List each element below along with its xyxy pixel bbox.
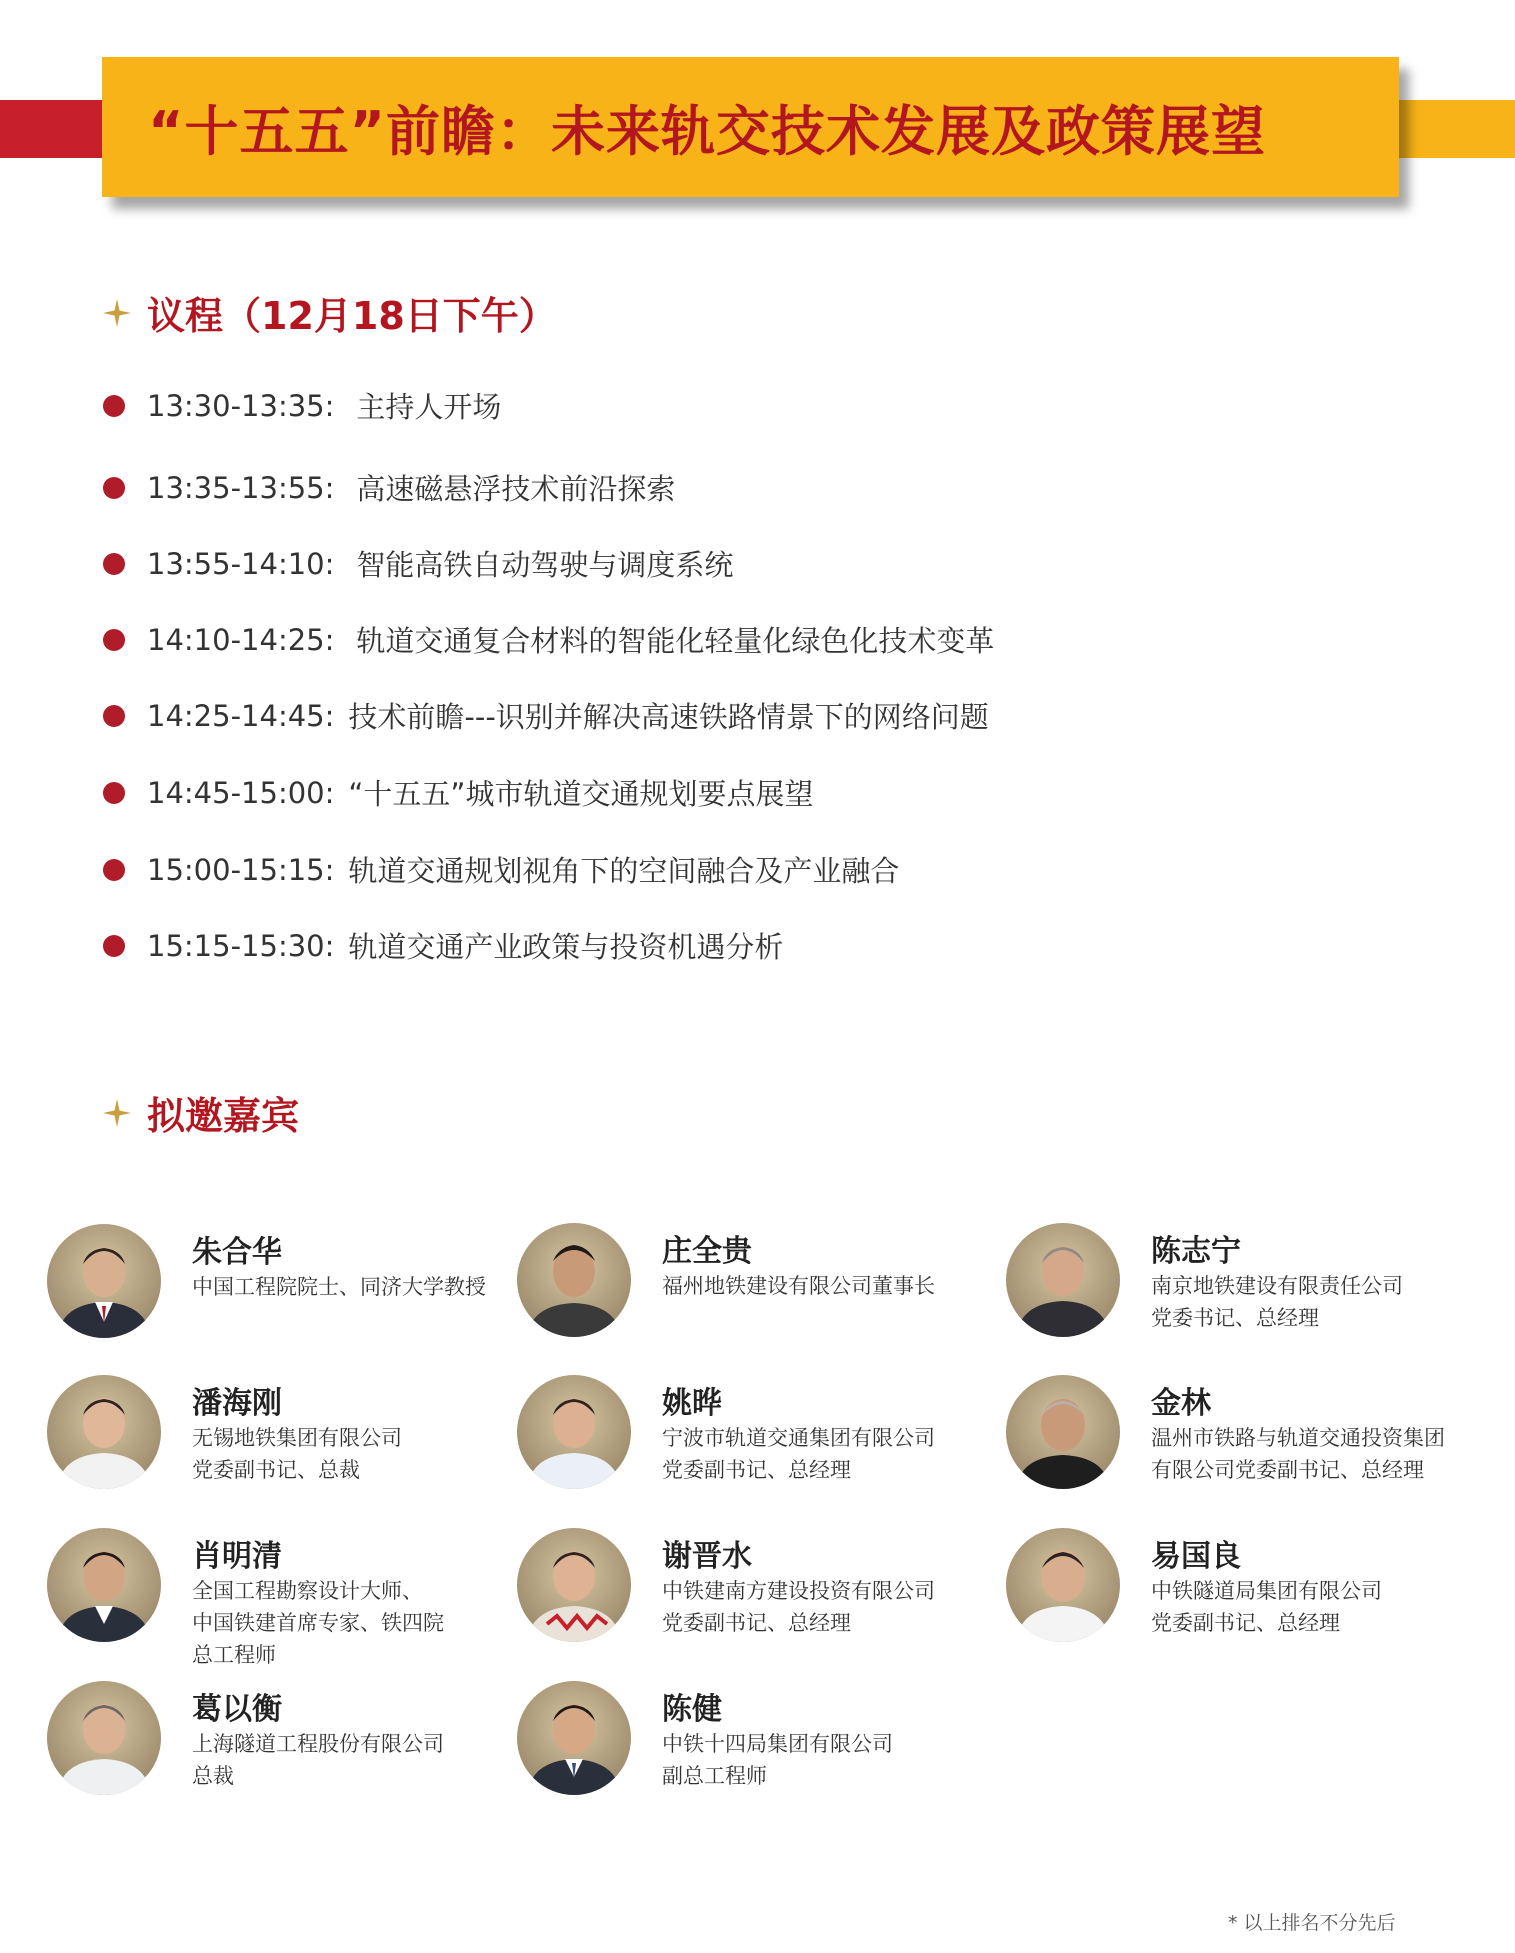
person-portrait-icon [1006, 1223, 1120, 1337]
avatar [517, 1375, 631, 1489]
avatar [47, 1375, 161, 1489]
footnote: * 以上排名不分先后 [1228, 1912, 1396, 1934]
agenda-item [103, 772, 813, 813]
guest-title: 上海隧道工程股份有限公司 总裁 [192, 1732, 444, 1788]
guest-card [1006, 1223, 1476, 1353]
agenda-topic: 高速磁悬浮技术前沿探索 [356, 472, 676, 506]
guest-card [517, 1375, 987, 1505]
agenda-time: 13:30-13:35: [147, 388, 335, 423]
bullet-icon [103, 477, 125, 499]
bullet-icon [103, 705, 125, 727]
guest-card [1006, 1375, 1476, 1505]
guest-name: 肖明清 [192, 1539, 282, 1574]
agenda-time: 14:45-15:00: [147, 775, 335, 810]
agenda-topic: 技术前瞻---识别并解决高速铁路情景下的网络问题 [348, 700, 989, 734]
agenda-time: 14:25-14:45: [147, 698, 335, 733]
agenda-heading-label: 议程（12月18日下午） [147, 294, 557, 338]
agenda-time: 13:35-13:55: [147, 470, 335, 505]
avatar [517, 1223, 631, 1337]
guest-title: 福州地铁建设有限公司董事长 [662, 1274, 935, 1298]
agenda-time: 13:55-14:10: [147, 546, 335, 581]
sparkle-icon [103, 1099, 131, 1127]
agenda-item [103, 619, 994, 660]
person-portrait-icon [1006, 1528, 1120, 1642]
avatar [517, 1528, 631, 1642]
person-portrait-icon [517, 1681, 631, 1795]
guest-name: 陈志宁 [1151, 1234, 1241, 1269]
avatar [47, 1224, 161, 1338]
guest-name: 易国良 [1151, 1539, 1241, 1574]
guests-heading [103, 1085, 299, 1140]
guest-name: 庄全贵 [662, 1234, 752, 1269]
person-portrait-icon [1006, 1375, 1120, 1489]
agenda-topic: 轨道交通复合材料的智能化轻量化绿色化技术变革 [356, 624, 995, 658]
agenda-topic: 轨道交通产业政策与投资机遇分析 [348, 930, 784, 964]
person-portrait-icon [47, 1528, 161, 1642]
guests-heading-label: 拟邀嘉宾 [147, 1094, 300, 1138]
guest-card [47, 1224, 517, 1354]
page-title: “十五五”前瞻：未来轨交技术发展及政策展望 [148, 99, 1266, 163]
guest-name: 金林 [1151, 1386, 1211, 1421]
avatar [1006, 1528, 1120, 1642]
agenda-topic: 主持人开场 [356, 390, 502, 424]
bullet-icon [103, 782, 125, 804]
agenda-heading [103, 285, 557, 340]
person-portrait-icon [517, 1528, 631, 1642]
bullet-icon [103, 935, 125, 957]
guest-title: 宁波市轨道交通集团有限公司 党委副书记、总经理 [662, 1426, 935, 1482]
agenda-item [103, 925, 783, 966]
guest-card [517, 1223, 987, 1353]
agenda-item [103, 695, 989, 736]
bullet-icon [103, 859, 125, 881]
agenda-topic: “十五五”城市轨道交通规划要点展望 [348, 777, 814, 811]
person-portrait-icon [517, 1223, 631, 1337]
guest-card [47, 1528, 517, 1667]
guest-title: 中铁十四局集团有限公司 副总工程师 [662, 1732, 893, 1788]
guest-card [517, 1681, 987, 1811]
guest-title: 中铁建南方建设投资有限公司 党委副书记、总经理 [662, 1579, 935, 1635]
person-portrait-icon [47, 1681, 161, 1795]
guest-name: 潘海刚 [192, 1386, 282, 1421]
right-yellow-stripe [1390, 100, 1515, 158]
person-portrait-icon [47, 1375, 161, 1489]
bullet-icon [103, 553, 125, 575]
guest-card [47, 1681, 517, 1811]
guest-title: 中国工程院院士、同济大学教授 [192, 1275, 486, 1299]
agenda-topic: 智能高铁自动驾驶与调度系统 [356, 548, 734, 582]
guest-name: 陈健 [662, 1692, 722, 1727]
agenda-item [103, 467, 675, 508]
sparkle-icon [103, 299, 131, 327]
guest-card [1006, 1528, 1476, 1658]
avatar [1006, 1375, 1120, 1489]
agenda-item [103, 849, 899, 890]
avatar [47, 1681, 161, 1795]
bullet-icon [103, 395, 125, 417]
guest-name: 葛以衡 [192, 1692, 282, 1727]
avatar [517, 1681, 631, 1795]
agenda-time: 15:15-15:30: [147, 928, 335, 963]
avatar [1006, 1223, 1120, 1337]
header-banner [102, 57, 1399, 197]
guest-title: 全国工程勘察设计大师、 中国铁建首席专家、铁四院 总工程师 [192, 1579, 444, 1667]
guest-name: 谢晋水 [662, 1539, 752, 1574]
guest-card [47, 1375, 517, 1505]
agenda-time: 14:10-14:25: [147, 622, 335, 657]
agenda-item [103, 543, 733, 584]
guest-title: 温州市铁路与轨道交通投资集团 有限公司党委副书记、总经理 [1151, 1426, 1445, 1482]
guest-title: 中铁隧道局集团有限公司 党委副书记、总经理 [1151, 1579, 1382, 1635]
agenda-topic: 轨道交通规划视角下的空间融合及产业融合 [348, 854, 900, 888]
guest-title: 无锡地铁集团有限公司 党委副书记、总裁 [192, 1426, 402, 1482]
guest-name: 朱合华 [192, 1235, 282, 1270]
agenda-item [103, 385, 501, 426]
guest-title: 南京地铁建设有限责任公司 党委书记、总经理 [1151, 1274, 1403, 1330]
person-portrait-icon [517, 1375, 631, 1489]
left-red-stripe [0, 100, 110, 158]
guest-card [517, 1528, 987, 1658]
person-portrait-icon [47, 1224, 161, 1338]
agenda-time: 15:00-15:15: [147, 852, 335, 887]
bullet-icon [103, 629, 125, 651]
avatar [47, 1528, 161, 1642]
guest-name: 姚晔 [662, 1386, 722, 1421]
